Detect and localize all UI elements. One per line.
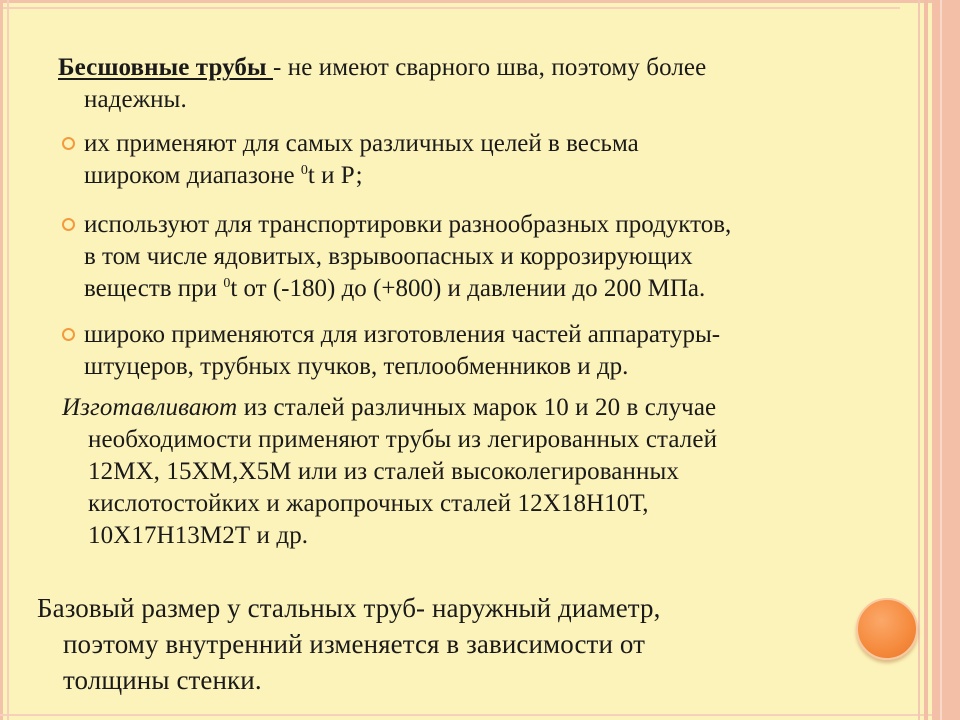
paragraph-text: надежны. <box>84 86 187 113</box>
degree-superscript: 0 <box>223 276 231 291</box>
paragraph-text: необходимости применяют трубы из легированных сталей <box>88 426 718 453</box>
bullet-circle-icon <box>62 137 75 150</box>
bullet-line: используют для транспортировки разнообразных продуктов, <box>84 211 732 238</box>
paragraph-text: 12МХ, 15ХМ,Х5М или из сталей высоколегированных <box>88 458 679 485</box>
paragraph-text: поэтому внутренний изменяется в зависимости от <box>63 629 645 659</box>
bullet-line: широком диапазоне <box>84 162 301 189</box>
paragraph-text: кислотостойких и жаропрочных сталей 12Х18Н10Т, <box>88 490 649 517</box>
bullet-text <box>60 209 918 305</box>
bullet-text <box>60 128 918 192</box>
bullet-item <box>60 319 918 383</box>
bullet-line: широко применяются для изготовления частей аппаратуры- <box>84 321 721 348</box>
paragraph-text: Базовый размер у стальных труб- наружный диаметр, <box>37 593 661 623</box>
bullet-line: t от (-180) до (+800) и давлении до 200 МПа. <box>230 275 706 302</box>
bullet-line: штуцеров, трубных пучков, теплообменников и др. <box>84 353 629 380</box>
bullet-item <box>60 209 918 305</box>
bullet-circle-icon <box>62 218 75 231</box>
decorative-orange-circle <box>856 598 918 660</box>
paragraph-text: толщины стенки. <box>63 665 262 695</box>
bullet-line: веществ при <box>84 275 224 302</box>
bullet-item <box>60 128 918 192</box>
bullet-circle-icon <box>62 328 75 341</box>
paragraph-text: 10Х17Н13М2Т и др. <box>88 522 309 549</box>
seamless-pipes-paragraph <box>58 52 908 116</box>
degree-superscript: 0 <box>300 163 308 178</box>
manufacturing-paragraph <box>62 392 912 552</box>
bullet-line: t и Р; <box>307 162 363 189</box>
bullet-text <box>60 319 918 383</box>
seamless-pipes-term: Бесшовные трубы <box>58 54 273 81</box>
manufacturing-term: Изготавливают <box>62 394 238 421</box>
paragraph-text: из сталей различных марок 10 и 20 в случае <box>237 394 717 421</box>
bullet-line: в том числе ядовитых, взрывоопасных и коррозирующих <box>84 243 693 270</box>
base-size-paragraph <box>37 590 867 698</box>
paragraph-text: - не имеют сварного шва, поэтому более <box>272 54 707 81</box>
bullet-line: их применяют для самых различных целей в весьма <box>84 130 639 157</box>
